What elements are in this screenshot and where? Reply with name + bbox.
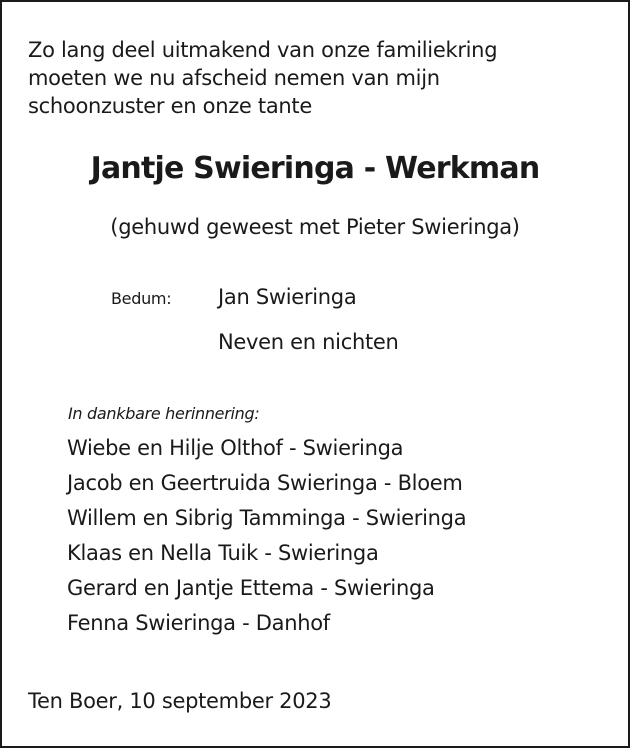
family-line: Klaas en Nella Tuik - Swieringa — [67, 541, 379, 565]
relatives-place-label: Bedum: — [111, 289, 172, 308]
deceased-subtitle: (gehuwd geweest met Pieter Swieringa) — [110, 215, 520, 239]
relative-name: Neven en nichten — [218, 330, 399, 354]
deceased-name: Jantje Swieringa - Werkman — [90, 151, 540, 186]
family-line: Willem en Sibrig Tamminga - Swieringa — [67, 506, 467, 530]
intro-line: schoonzuster en onze tante — [28, 94, 312, 118]
relative-name: Jan Swieringa — [218, 285, 357, 309]
intro-line: Zo lang deel uitmakend van onze familiekring — [28, 38, 498, 62]
family-line: Wiebe en Hilje Olthof - Swieringa — [67, 436, 404, 460]
family-line: Gerard en Jantje Ettema - Swieringa — [67, 576, 435, 600]
place-date: Ten Boer, 10 september 2023 — [28, 689, 332, 713]
intro-text — [28, 36, 588, 120]
relatives-list — [218, 283, 399, 373]
memory-label: In dankbare herinnering: — [68, 404, 260, 423]
family-line: Fenna Swieringa - Danhof — [67, 611, 330, 635]
families-list — [67, 434, 466, 644]
intro-line: moeten we nu afscheid nemen van mijn — [28, 66, 440, 90]
family-line: Jacob en Geertruida Swieringa - Bloem — [67, 471, 463, 495]
